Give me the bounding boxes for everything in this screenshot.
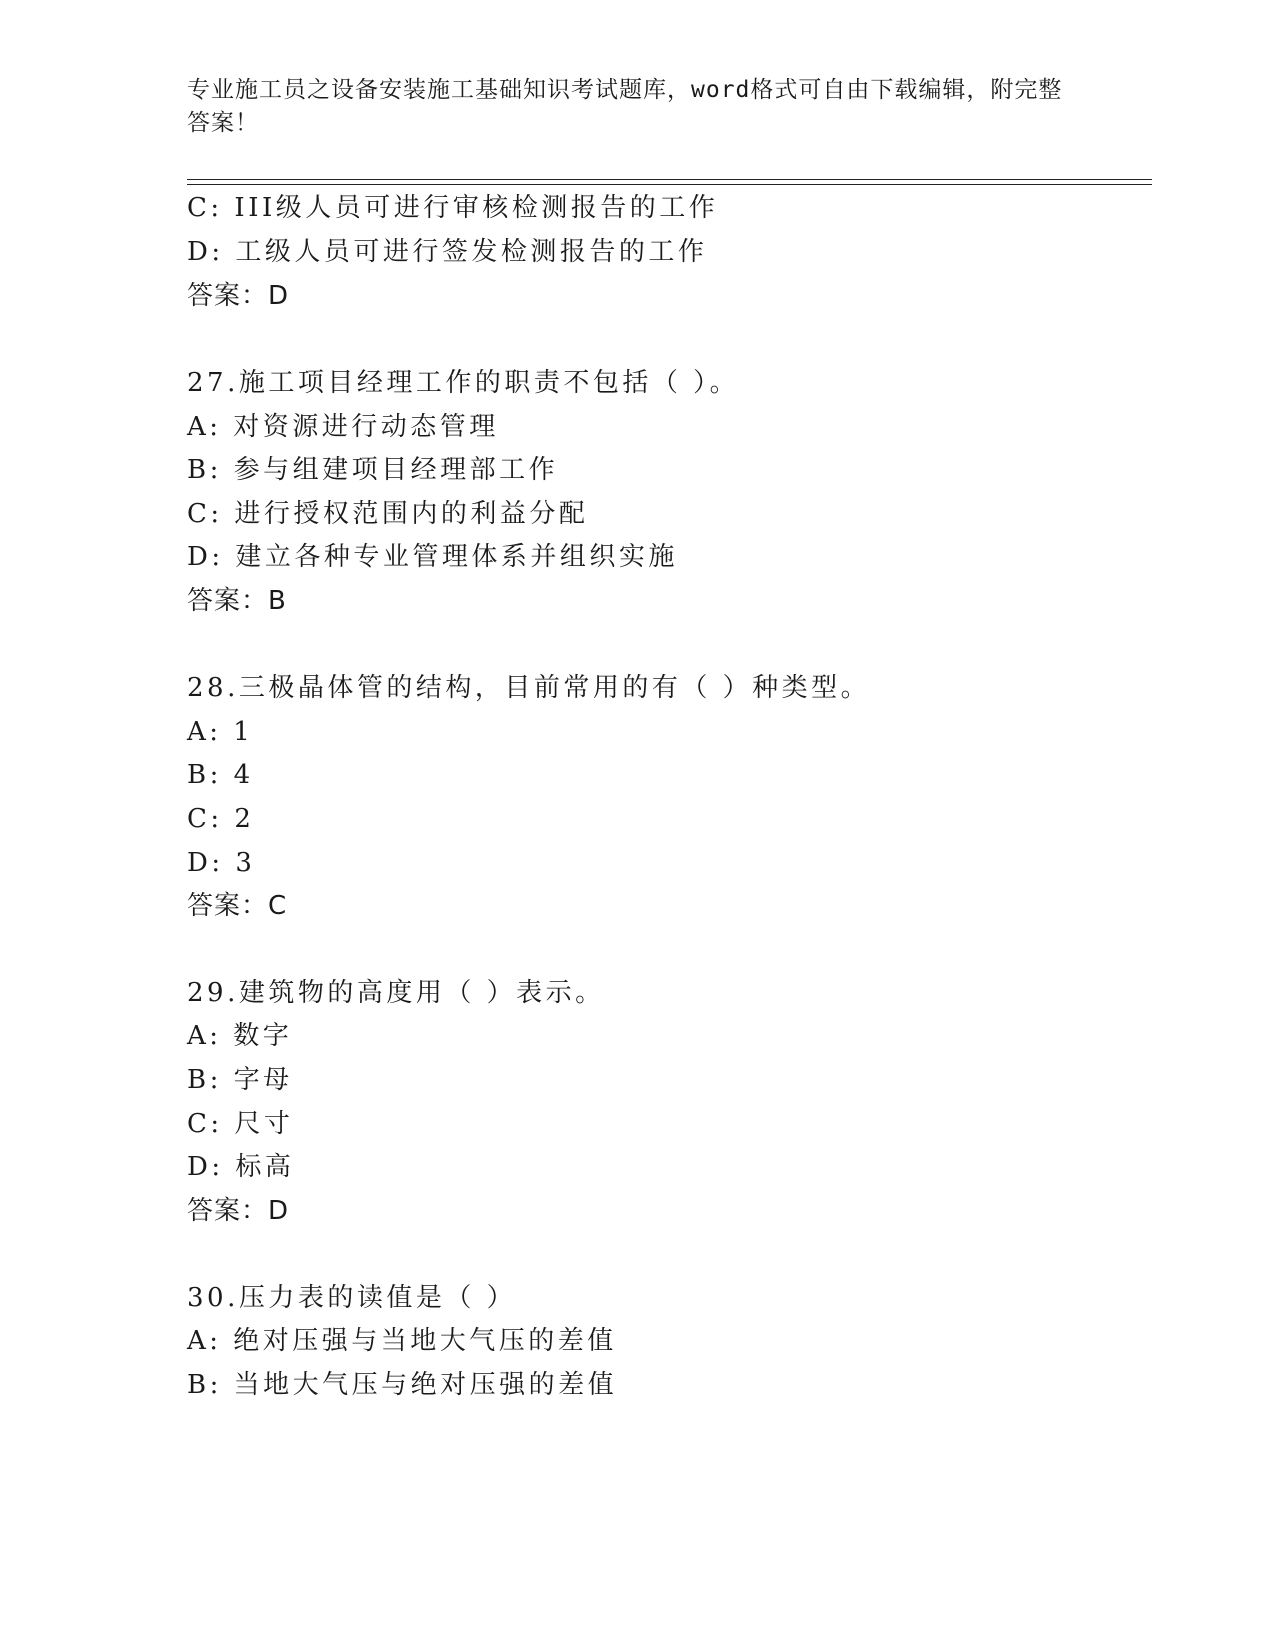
option-a: A: 对资源进行动态管理 xyxy=(187,412,499,442)
option-c: C: 尺寸 xyxy=(187,1109,294,1139)
answer: 答案：C xyxy=(187,891,288,921)
question-30: 30.压力表的读值是（ ） xyxy=(187,1283,517,1313)
option-d: D: 工级人员可进行签发检测报告的工作 xyxy=(187,237,708,267)
header-divider-top xyxy=(187,179,1152,180)
option-b: B: 4 xyxy=(187,760,254,790)
option-c: C: III级人员可进行审核检测报告的工作 xyxy=(187,193,719,223)
answer: 答案：D xyxy=(187,1196,290,1226)
option-b: B: 字母 xyxy=(187,1065,293,1095)
question-28: 28.三极晶体管的结构，目前常用的有（ ）种类型。 xyxy=(187,673,871,703)
option-b: B: 当地大气压与绝对压强的差值 xyxy=(187,1370,618,1400)
option-a: A: 1 xyxy=(187,717,254,747)
document-header: 专业施工员之设备安装施工基础知识考试题库，word格式可自由下载编辑，附完整答案！ xyxy=(187,77,1063,136)
option-c: C: 2 xyxy=(187,804,255,834)
answer: 答案：B xyxy=(187,586,287,616)
option-d: D: 标高 xyxy=(187,1152,295,1182)
option-a: A: 数字 xyxy=(187,1021,293,1051)
option-b: B: 参与组建项目经理部工作 xyxy=(187,455,559,485)
question-29: 29.建筑物的高度用（ ）表示。 xyxy=(187,978,605,1008)
option-d: D: 3 xyxy=(187,848,256,878)
header-divider-bottom xyxy=(187,184,1152,185)
option-c: C: 进行授权范围内的利益分配 xyxy=(187,499,589,529)
option-d: D: 建立各种专业管理体系并组织实施 xyxy=(187,542,678,572)
option-a: A: 绝对压强与当地大气压的差值 xyxy=(187,1326,617,1356)
question-27: 27.施工项目经理工作的职责不包括（ ）。 xyxy=(187,368,740,398)
answer: 答案：D xyxy=(187,281,290,311)
